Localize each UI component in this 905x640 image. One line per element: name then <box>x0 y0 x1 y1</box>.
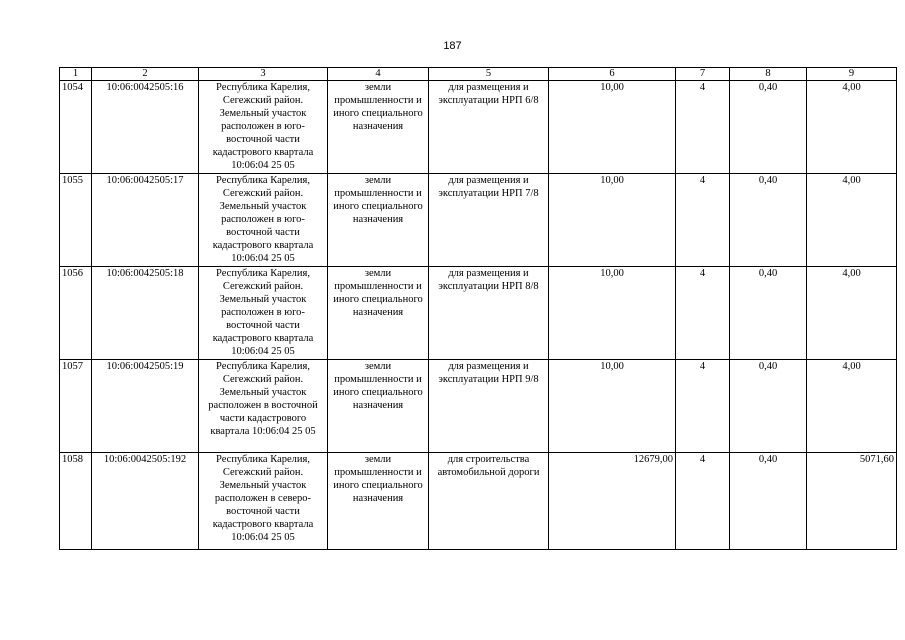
col8-cell: 0,40 <box>730 174 807 267</box>
category-cell: земли промышленности и иного специального назначения <box>328 267 429 360</box>
column-header: 4 <box>328 68 429 81</box>
col9-cell: 4,00 <box>807 174 897 267</box>
table-row <box>60 81 897 174</box>
column-header: 1 <box>60 68 92 81</box>
land-plots-table <box>59 67 897 550</box>
col7-cell: 4 <box>676 360 730 453</box>
column-header: 2 <box>92 68 199 81</box>
header-row <box>60 68 897 81</box>
cadastral-number: 10:06:0042505:192 <box>92 453 199 550</box>
table-row <box>60 174 897 267</box>
column-header: 6 <box>549 68 676 81</box>
col9-cell: 4,00 <box>807 81 897 174</box>
col7-cell: 4 <box>676 453 730 550</box>
cadastral-number: 10:06:0042505:17 <box>92 174 199 267</box>
column-header: 5 <box>429 68 549 81</box>
purpose-cell: для размещения и эксплуатации НРП 9/8 <box>429 360 549 453</box>
table-row <box>60 267 897 360</box>
location-cell: Республика Карелия, Сегежский район. Земельный участок расположен в северо-восточной части кадастрового квартала 10:06:04 25 05 <box>199 453 328 550</box>
col8-cell: 0,40 <box>730 267 807 360</box>
row-id: 1055 <box>60 174 92 267</box>
purpose-cell: для строительства автомобильной дороги <box>429 453 549 550</box>
category-cell: земли промышленности и иного специального назначения <box>328 453 429 550</box>
category-cell: земли промышленности и иного специального назначения <box>328 174 429 267</box>
page-number: 187 <box>443 40 462 52</box>
row-id: 1054 <box>60 81 92 174</box>
category-cell: земли промышленности и иного специального назначения <box>328 81 429 174</box>
area-cell: 10,00 <box>549 174 676 267</box>
col8-cell: 0,40 <box>730 360 807 453</box>
col8-cell: 0,40 <box>730 81 807 174</box>
location-cell: Республика Карелия, Сегежский район. Земельный участок расположен в юго-восточной части кадастрового квартала 10:06:04 25 05 <box>199 81 328 174</box>
col7-cell: 4 <box>676 267 730 360</box>
area-cell: 10,00 <box>549 360 676 453</box>
location-cell: Республика Карелия, Сегежский район. Земельный участок расположен в восточной части кадастрового квартала 10:06:04 25 05 <box>199 360 328 453</box>
cadastral-number: 10:06:0042505:19 <box>92 360 199 453</box>
location-cell: Республика Карелия, Сегежский район. Земельный участок расположен в юго-восточной части кадастрового квартала 10:06:04 25 05 <box>199 267 328 360</box>
column-header: 9 <box>807 68 897 81</box>
table-row <box>60 453 897 550</box>
area-cell: 12679,00 <box>549 453 676 550</box>
area-cell: 10,00 <box>549 267 676 360</box>
col9-cell: 5071,60 <box>807 453 897 550</box>
row-id: 1056 <box>60 267 92 360</box>
table-row <box>60 360 897 453</box>
col7-cell: 4 <box>676 81 730 174</box>
col8-cell: 0,40 <box>730 453 807 550</box>
row-id: 1057 <box>60 360 92 453</box>
category-cell: земли промышленности и иного специального назначения <box>328 360 429 453</box>
cadastral-number: 10:06:0042505:16 <box>92 81 199 174</box>
column-header: 7 <box>676 68 730 81</box>
purpose-cell: для размещения и эксплуатации НРП 6/8 <box>429 81 549 174</box>
column-header: 3 <box>199 68 328 81</box>
cadastral-number: 10:06:0042505:18 <box>92 267 199 360</box>
column-header: 8 <box>730 68 807 81</box>
col9-cell: 4,00 <box>807 360 897 453</box>
location-cell: Республика Карелия, Сегежский район. Земельный участок расположен в юго-восточной части кадастрового квартала 10:06:04 25 05 <box>199 174 328 267</box>
purpose-cell: для размещения и эксплуатации НРП 7/8 <box>429 174 549 267</box>
col7-cell: 4 <box>676 174 730 267</box>
area-cell: 10,00 <box>549 81 676 174</box>
purpose-cell: для размещения и эксплуатации НРП 8/8 <box>429 267 549 360</box>
col9-cell: 4,00 <box>807 267 897 360</box>
row-id: 1058 <box>60 453 92 550</box>
